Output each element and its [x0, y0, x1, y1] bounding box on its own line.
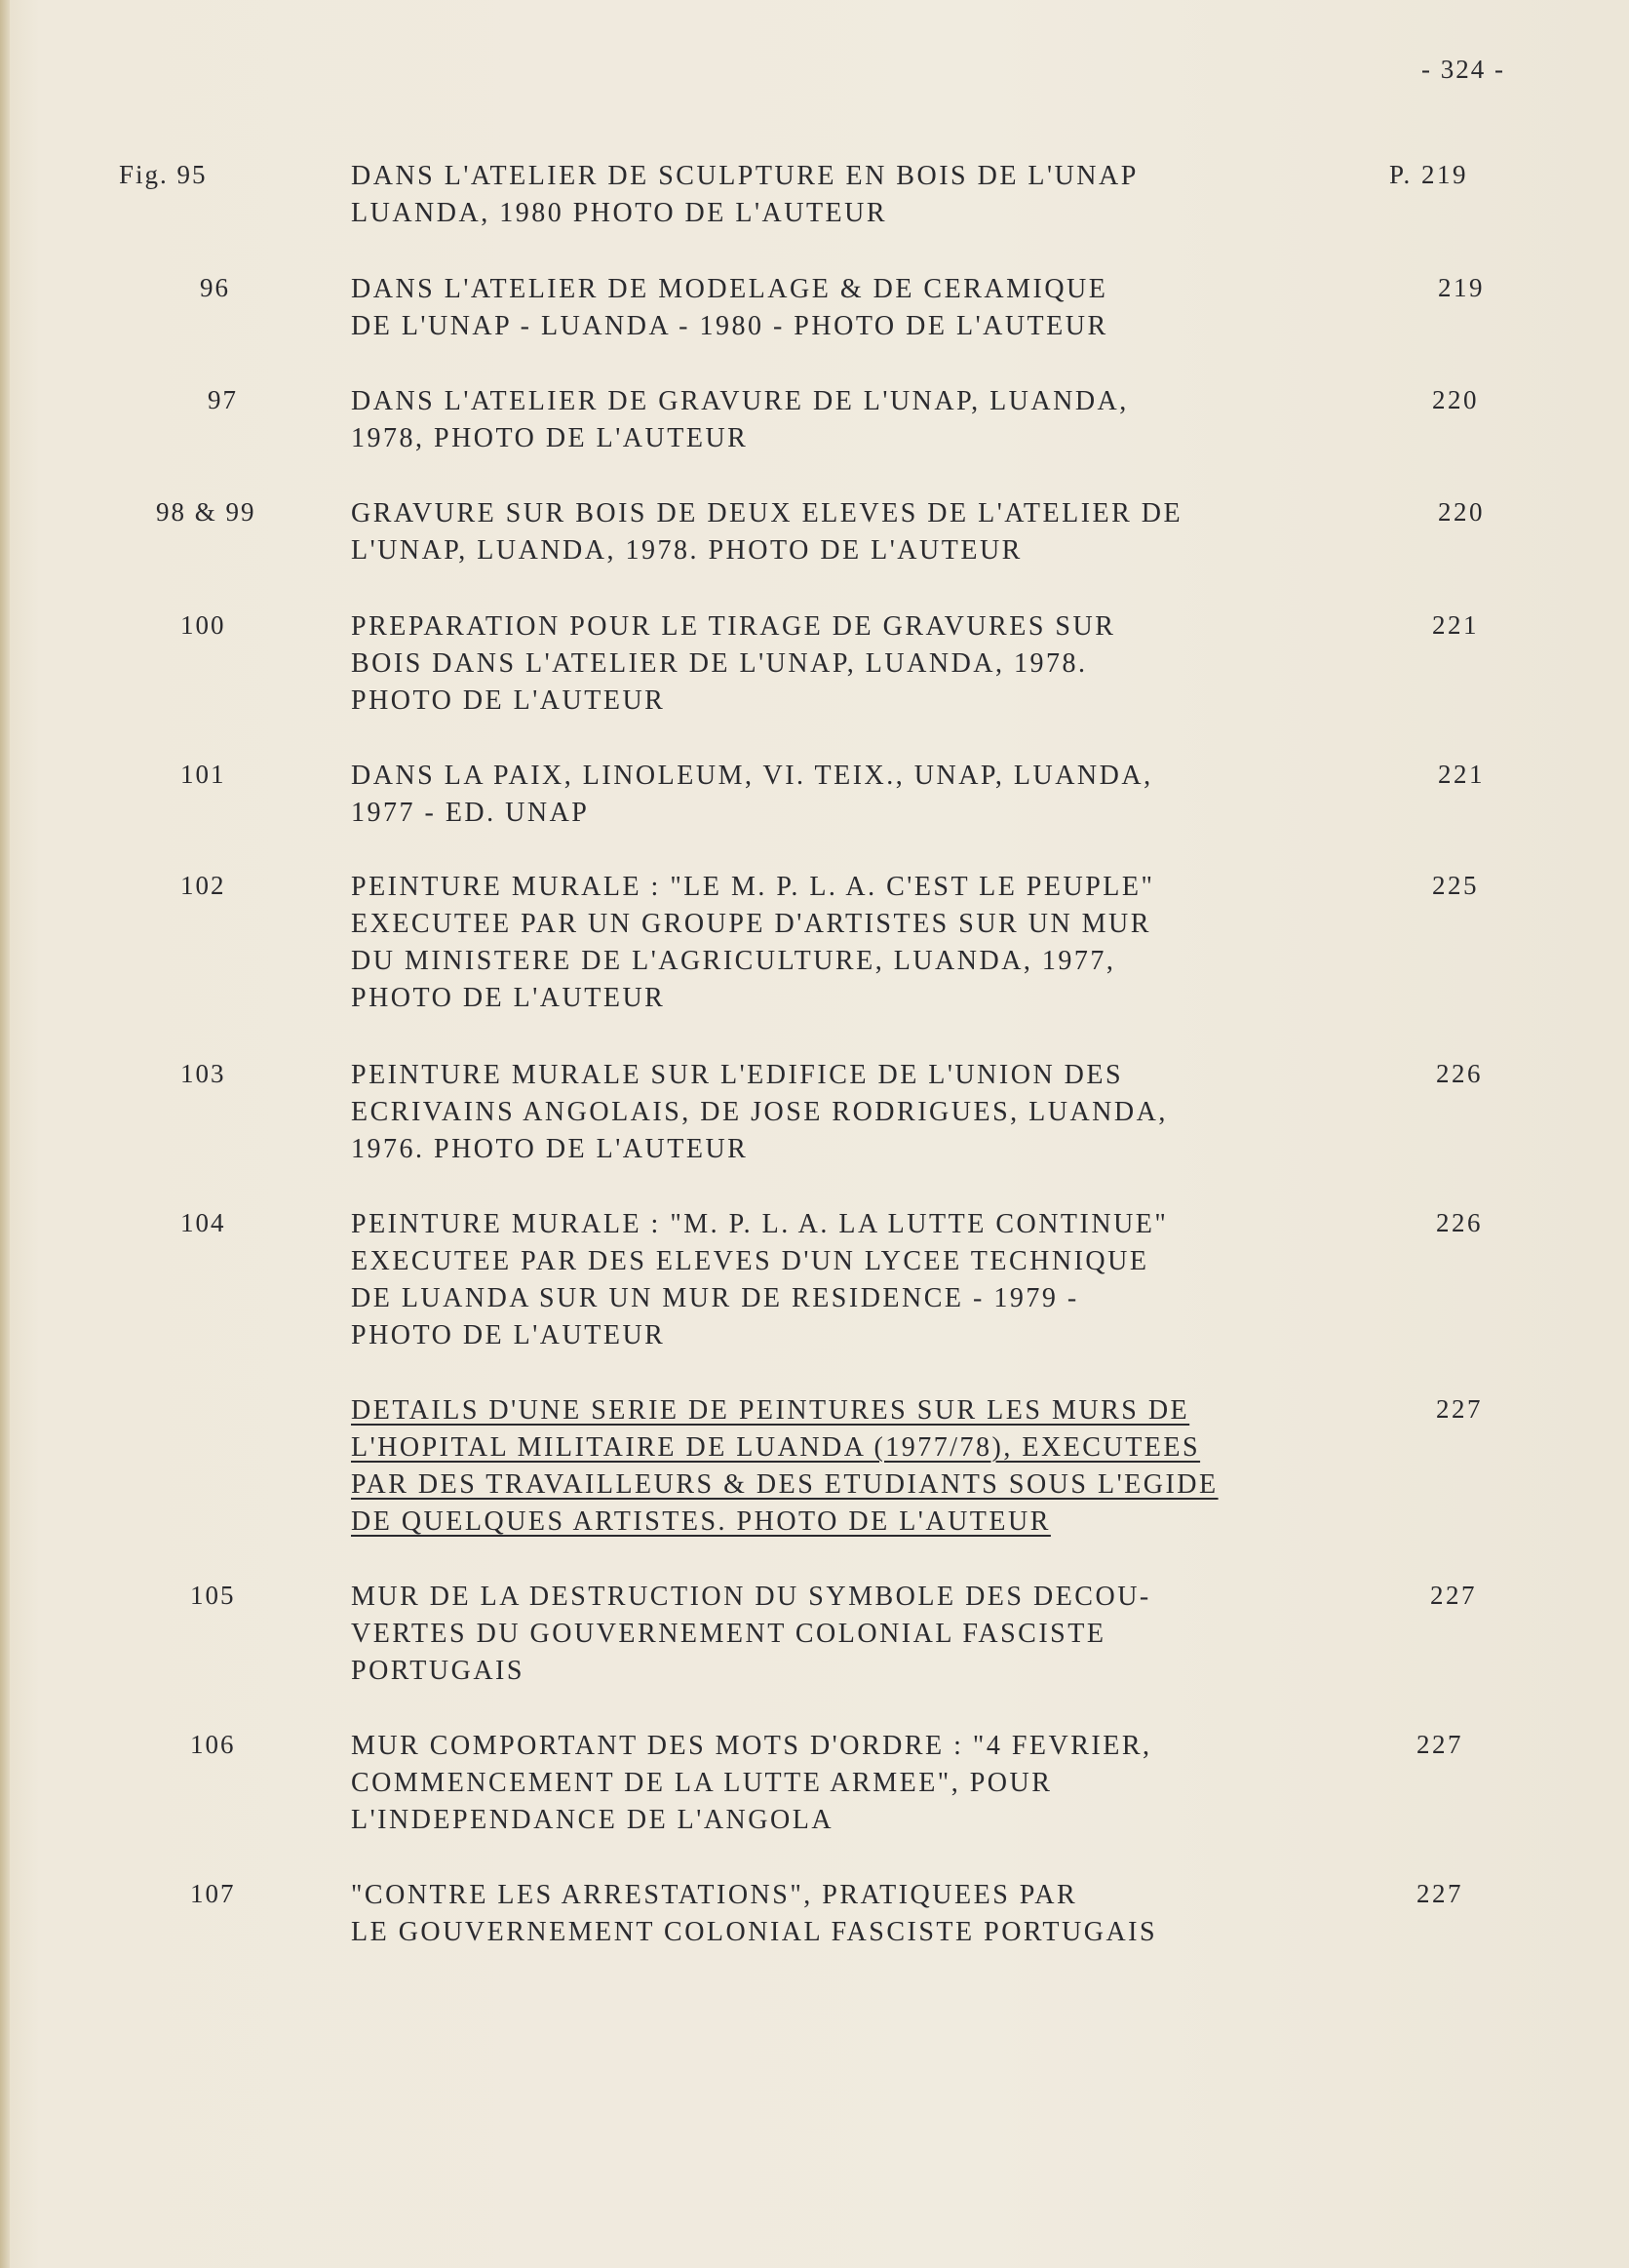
page-reference: 227 [1416, 1879, 1463, 1908]
caption-line: PORTUGAIS [351, 1656, 524, 1686]
figure-caption [351, 495, 1404, 569]
caption-line: DANS L'ATELIER DE MODELAGE & DE CERAMIQUE [351, 274, 1108, 304]
caption-line: MUR DE LA DESTRUCTION DU SYMBOLE DES DECOU- [351, 1582, 1151, 1612]
figure-number: 104 [180, 1208, 226, 1237]
figure-number: 105 [190, 1581, 236, 1610]
figure-number: 97 [208, 385, 238, 414]
figure-number: 101 [180, 760, 226, 789]
caption-line: DE LUANDA SUR UN MUR DE RESIDENCE - 1979 - [351, 1283, 1079, 1313]
figure-number: 102 [180, 871, 226, 900]
page-reference: 219 [1438, 273, 1485, 302]
caption-line: PEINTURE MURALE SUR L'EDIFICE DE L'UNION DES [351, 1060, 1124, 1090]
caption-line: LUANDA, 1980 PHOTO DE L'AUTEUR [351, 198, 888, 228]
caption-line: ECRIVAINS ANGOLAIS, DE JOSE RODRIGUES, LUANDA, [351, 1097, 1168, 1127]
caption-line: PHOTO DE L'AUTEUR [351, 1320, 666, 1350]
figure-number: 98 & 99 [156, 497, 256, 527]
caption-line: PEINTURE MURALE : "LE M. P. L. A. C'EST LE PEUPLE" [351, 872, 1155, 902]
caption-line: DANS L'ATELIER DE SCULPTURE EN BOIS DE L'UNAP [351, 161, 1139, 191]
page-reference: 227 [1436, 1394, 1483, 1424]
caption-line: L'HOPITAL MILITAIRE DE LUANDA (1977/78), EXECUTEES [351, 1432, 1201, 1463]
caption-line: PREPARATION POUR LE TIRAGE DE GRAVURES SUR [351, 611, 1116, 642]
figure-number: Fig. 95 [119, 160, 208, 189]
page-reference: 221 [1438, 760, 1485, 789]
caption-line: PAR DES TRAVAILLEURS & DES ETUDIANTS SOUS L'EGIDE [351, 1469, 1219, 1500]
caption-line: DANS LA PAIX, LINOLEUM, VI. TEIX., UNAP, LUANDA, [351, 761, 1153, 791]
caption-line: L'INDEPENDANCE DE L'ANGOLA [351, 1805, 834, 1835]
figure-number: 107 [190, 1879, 236, 1908]
figure-caption [351, 1392, 1404, 1541]
figure-caption [351, 158, 1404, 232]
caption-line: BOIS DANS L'ATELIER DE L'UNAP, LUANDA, 1978. [351, 648, 1088, 679]
page-reference: 225 [1432, 871, 1479, 900]
page-reference: P. 219 [1389, 160, 1469, 189]
caption-line: PHOTO DE L'AUTEUR [351, 685, 666, 716]
figure-caption [351, 869, 1404, 1017]
caption-line: "CONTRE LES ARRESTATIONS", PRATIQUEES PAR [351, 1880, 1078, 1910]
figure-caption [351, 271, 1404, 345]
caption-line: PEINTURE MURALE : "M. P. L. A. LA LUTTE CONTINUE" [351, 1209, 1169, 1239]
figure-caption [351, 1728, 1404, 1839]
caption-line: MUR COMPORTANT DES MOTS D'ORDRE : "4 FEVRIER, [351, 1731, 1152, 1761]
caption-line: DU MINISTERE DE L'AGRICULTURE, LUANDA, 1977, [351, 946, 1116, 976]
page-reference: 221 [1432, 610, 1479, 640]
figure-caption [351, 1206, 1404, 1354]
caption-line: DE QUELQUES ARTISTES. PHOTO DE L'AUTEUR [351, 1506, 1051, 1537]
page-reference: 220 [1438, 497, 1485, 527]
caption-line: PHOTO DE L'AUTEUR [351, 983, 666, 1013]
caption-line: COMMENCEMENT DE LA LUTTE ARMEE", POUR [351, 1768, 1053, 1798]
caption-line: DANS L'ATELIER DE GRAVURE DE L'UNAP, LUANDA, [351, 386, 1129, 416]
caption-line: 1977 - ED. UNAP [351, 798, 590, 828]
caption-line: LE GOUVERNEMENT COLONIAL FASCISTE PORTUGAIS [351, 1917, 1158, 1947]
page-reference: 226 [1436, 1059, 1483, 1088]
figure-caption [351, 383, 1404, 457]
figure-caption [351, 1057, 1404, 1168]
page-reference: 226 [1436, 1208, 1483, 1237]
figure-number: 106 [190, 1730, 236, 1759]
figure-caption [351, 608, 1404, 720]
caption-line: DE L'UNAP - LUANDA - 1980 - PHOTO DE L'AUTEUR [351, 311, 1108, 341]
page-reference: 227 [1430, 1581, 1477, 1610]
caption-line: EXECUTEE PAR DES ELEVES D'UN LYCEE TECHNIQUE [351, 1246, 1149, 1276]
page-reference: 220 [1432, 385, 1479, 414]
page-number: - 324 - [1421, 55, 1505, 84]
figure-caption [351, 758, 1404, 832]
caption-line: GRAVURE SUR BOIS DE DEUX ELEVES DE L'ATELIER DE [351, 498, 1183, 528]
figure-number: 103 [180, 1059, 226, 1088]
figure-caption [351, 1877, 1404, 1951]
page-spine-edge [0, 0, 10, 2268]
figure-caption [351, 1579, 1404, 1690]
figure-number: 100 [180, 610, 226, 640]
caption-line: DETAILS D'UNE SERIE DE PEINTURES SUR LES MURS DE [351, 1395, 1190, 1426]
caption-line: 1976. PHOTO DE L'AUTEUR [351, 1134, 749, 1164]
page-reference: 227 [1416, 1730, 1463, 1759]
caption-line: EXECUTEE PAR UN GROUPE D'ARTISTES SUR UN MUR [351, 909, 1151, 939]
figure-number: 96 [200, 273, 230, 302]
caption-line: L'UNAP, LUANDA, 1978. PHOTO DE L'AUTEUR [351, 535, 1023, 566]
caption-line: VERTES DU GOUVERNEMENT COLONIAL FASCISTE [351, 1619, 1106, 1649]
caption-line: 1978, PHOTO DE L'AUTEUR [351, 423, 749, 453]
